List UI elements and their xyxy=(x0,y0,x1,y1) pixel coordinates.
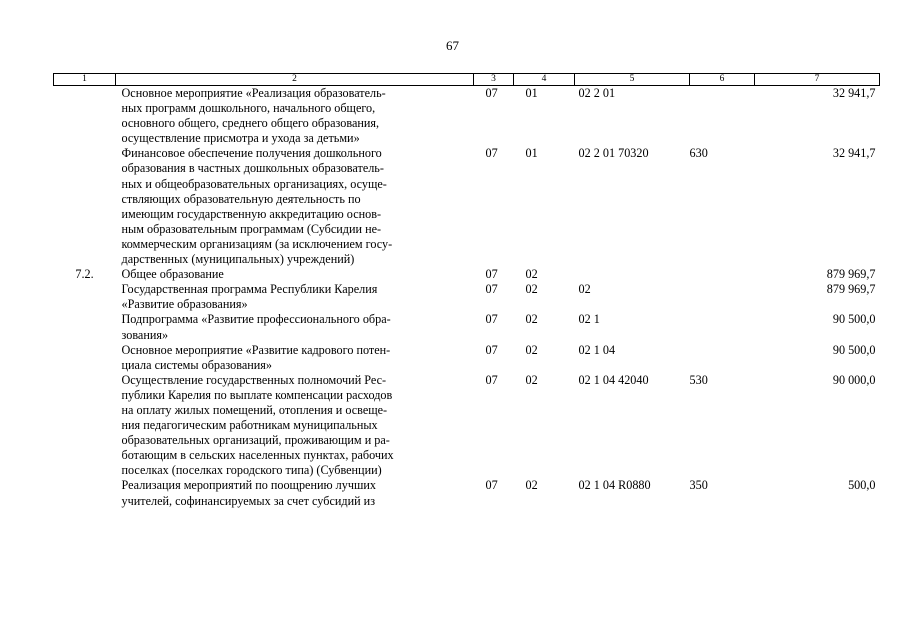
row-number xyxy=(54,312,116,342)
header-row xyxy=(54,74,880,86)
row-number xyxy=(54,343,116,373)
header-col-5: 5 xyxy=(575,74,690,86)
row-name-line: коммерческим организациям (за исключением госу- xyxy=(121,236,393,251)
row-name-line: «Развитие образования» xyxy=(121,297,248,312)
row-name xyxy=(116,146,474,267)
row-name-line: образовательных организаций, проживающим и ра- xyxy=(121,433,390,448)
row-number xyxy=(54,86,116,147)
row-section-code: 07 xyxy=(485,342,498,357)
row-target-code: 02 1 04 42040 xyxy=(578,372,649,387)
header-col-3: 3 xyxy=(474,74,514,86)
row-target-code: 02 1 xyxy=(578,312,600,327)
row-expense-type: 350 xyxy=(689,478,708,493)
row-name-line: публики Карелия по выплате компенсации расходов xyxy=(121,387,393,402)
row-subsection-code: 02 xyxy=(525,372,538,387)
row-target-code: 02 1 04 R0880 xyxy=(578,478,651,493)
row-name-line: ствляющих образовательную деятельность по xyxy=(121,191,361,206)
row-expense-type xyxy=(690,267,755,282)
row-name xyxy=(116,282,474,312)
row-section-code: 07 xyxy=(485,267,498,282)
row-amount: 90 500,0 xyxy=(832,312,876,327)
row-subsection-code: 02 xyxy=(525,282,538,297)
row-name-line: образования в частных дошкольных образователь- xyxy=(121,161,384,176)
row-name-line: ных программ дошкольного, начального общего, xyxy=(121,101,376,116)
row-subsection-code: 02 xyxy=(525,267,538,282)
row-amount: 500,0 xyxy=(848,478,876,493)
row-name-line: Общее образование xyxy=(121,267,224,282)
row-name-line: Основное мероприятие «Развитие кадрового потен- xyxy=(121,342,391,357)
row-name-line: Осуществление государственных полномочий Рес- xyxy=(121,372,387,387)
row-expense-type xyxy=(690,86,755,147)
row-amount: 90 000,0 xyxy=(832,372,876,387)
row-name-line: имеющим государственную аккредитацию основ- xyxy=(121,206,382,221)
row-subsection-code: 02 xyxy=(525,312,538,327)
row-expense-type xyxy=(690,312,755,342)
row-name-line: зования» xyxy=(121,327,169,342)
row-name-line: Реализация мероприятий по поощрению лучших xyxy=(121,478,376,493)
row-section-code: 07 xyxy=(485,146,498,161)
row-section-code: 07 xyxy=(485,372,498,387)
header-col-6: 6 xyxy=(690,74,755,86)
row-name xyxy=(116,343,474,373)
header-col-4: 4 xyxy=(514,74,575,86)
table-row xyxy=(54,312,880,342)
budget-table xyxy=(53,73,880,509)
table-row xyxy=(54,478,880,508)
row-name-line: ных и общеобразовательных организациях, осуще- xyxy=(121,176,387,191)
page-number: 67 xyxy=(446,38,459,53)
row-amount: 90 500,0 xyxy=(832,342,876,357)
row-name-line: осуществление присмотра и ухода за детьми» xyxy=(121,131,360,146)
row-section-code: 07 xyxy=(485,478,498,493)
row-name-line: ния педагогическим работникам муниципальных xyxy=(121,418,378,433)
table-body xyxy=(54,86,880,509)
row-name xyxy=(116,478,474,508)
row-name-line: поселках (поселках городского типа) (Субвенции) xyxy=(121,463,382,478)
row-amount: 879 969,7 xyxy=(826,282,876,297)
row-subsection-code: 02 xyxy=(525,342,538,357)
row-name xyxy=(116,86,474,147)
row-subsection-code: 01 xyxy=(525,146,538,161)
row-expense-type: 630 xyxy=(689,146,708,161)
header-col-7: 7 xyxy=(755,74,880,86)
row-section-code: 07 xyxy=(485,282,498,297)
row-name-line: основного общего, среднего общего образования, xyxy=(121,116,380,131)
row-section-code: 07 xyxy=(485,86,498,100)
row-name-line: Основное мероприятие «Реализация образователь- xyxy=(121,86,386,100)
row-section-code: 07 xyxy=(485,312,498,327)
row-name-line: на оплату жилых помещений, отопления и освеще- xyxy=(121,402,388,417)
table-row xyxy=(54,343,880,373)
header-col-2: 2 xyxy=(116,74,474,86)
row-number xyxy=(54,146,116,267)
row-name xyxy=(116,267,474,282)
table-row xyxy=(54,282,880,312)
table-row xyxy=(54,373,880,479)
table-header xyxy=(54,74,880,86)
row-amount: 32 941,7 xyxy=(832,146,876,161)
table-row xyxy=(54,146,880,267)
row-name-line: дарственных (муниципальных) учреждений) xyxy=(121,252,355,267)
row-name-line: ботающим в сельских населенных пунктах, рабочих xyxy=(121,448,394,463)
row-target-code xyxy=(575,267,690,282)
row-target-code: 02 1 04 xyxy=(578,342,616,357)
row-name-line: Государственная программа Республики Карелия xyxy=(121,282,378,297)
row-number xyxy=(54,282,116,312)
row-name-line: ным образовательным программам (Субсидии не- xyxy=(121,221,382,236)
row-subsection-code: 01 xyxy=(525,86,538,100)
table-row xyxy=(54,86,880,147)
row-name-line: Финансовое обеспечение получения дошкольного xyxy=(121,146,382,161)
row-amount: 32 941,7 xyxy=(832,86,876,100)
row-name-line: Подпрограмма «Развитие профессионального обра- xyxy=(121,312,391,327)
row-number xyxy=(54,478,116,508)
row-target-code: 02 xyxy=(578,282,591,297)
row-target-code: 02 2 01 70320 xyxy=(578,146,649,161)
row-name-line: учителей, софинансируемых за счет субсидий из xyxy=(121,493,376,508)
row-name-line: циала системы образования» xyxy=(121,357,273,372)
row-number xyxy=(54,373,116,479)
header-col-1: 1 xyxy=(54,74,116,86)
row-expense-type xyxy=(690,343,755,373)
table-row xyxy=(54,267,880,282)
row-expense-type: 530 xyxy=(689,372,708,387)
row-amount: 879 969,7 xyxy=(826,267,876,282)
row-target-code: 02 2 01 xyxy=(578,86,616,100)
row-name xyxy=(116,373,474,479)
row-subsection-code: 02 xyxy=(525,478,538,493)
row-name xyxy=(116,312,474,342)
row-number: 7.2. xyxy=(75,267,94,282)
row-expense-type xyxy=(690,282,755,312)
